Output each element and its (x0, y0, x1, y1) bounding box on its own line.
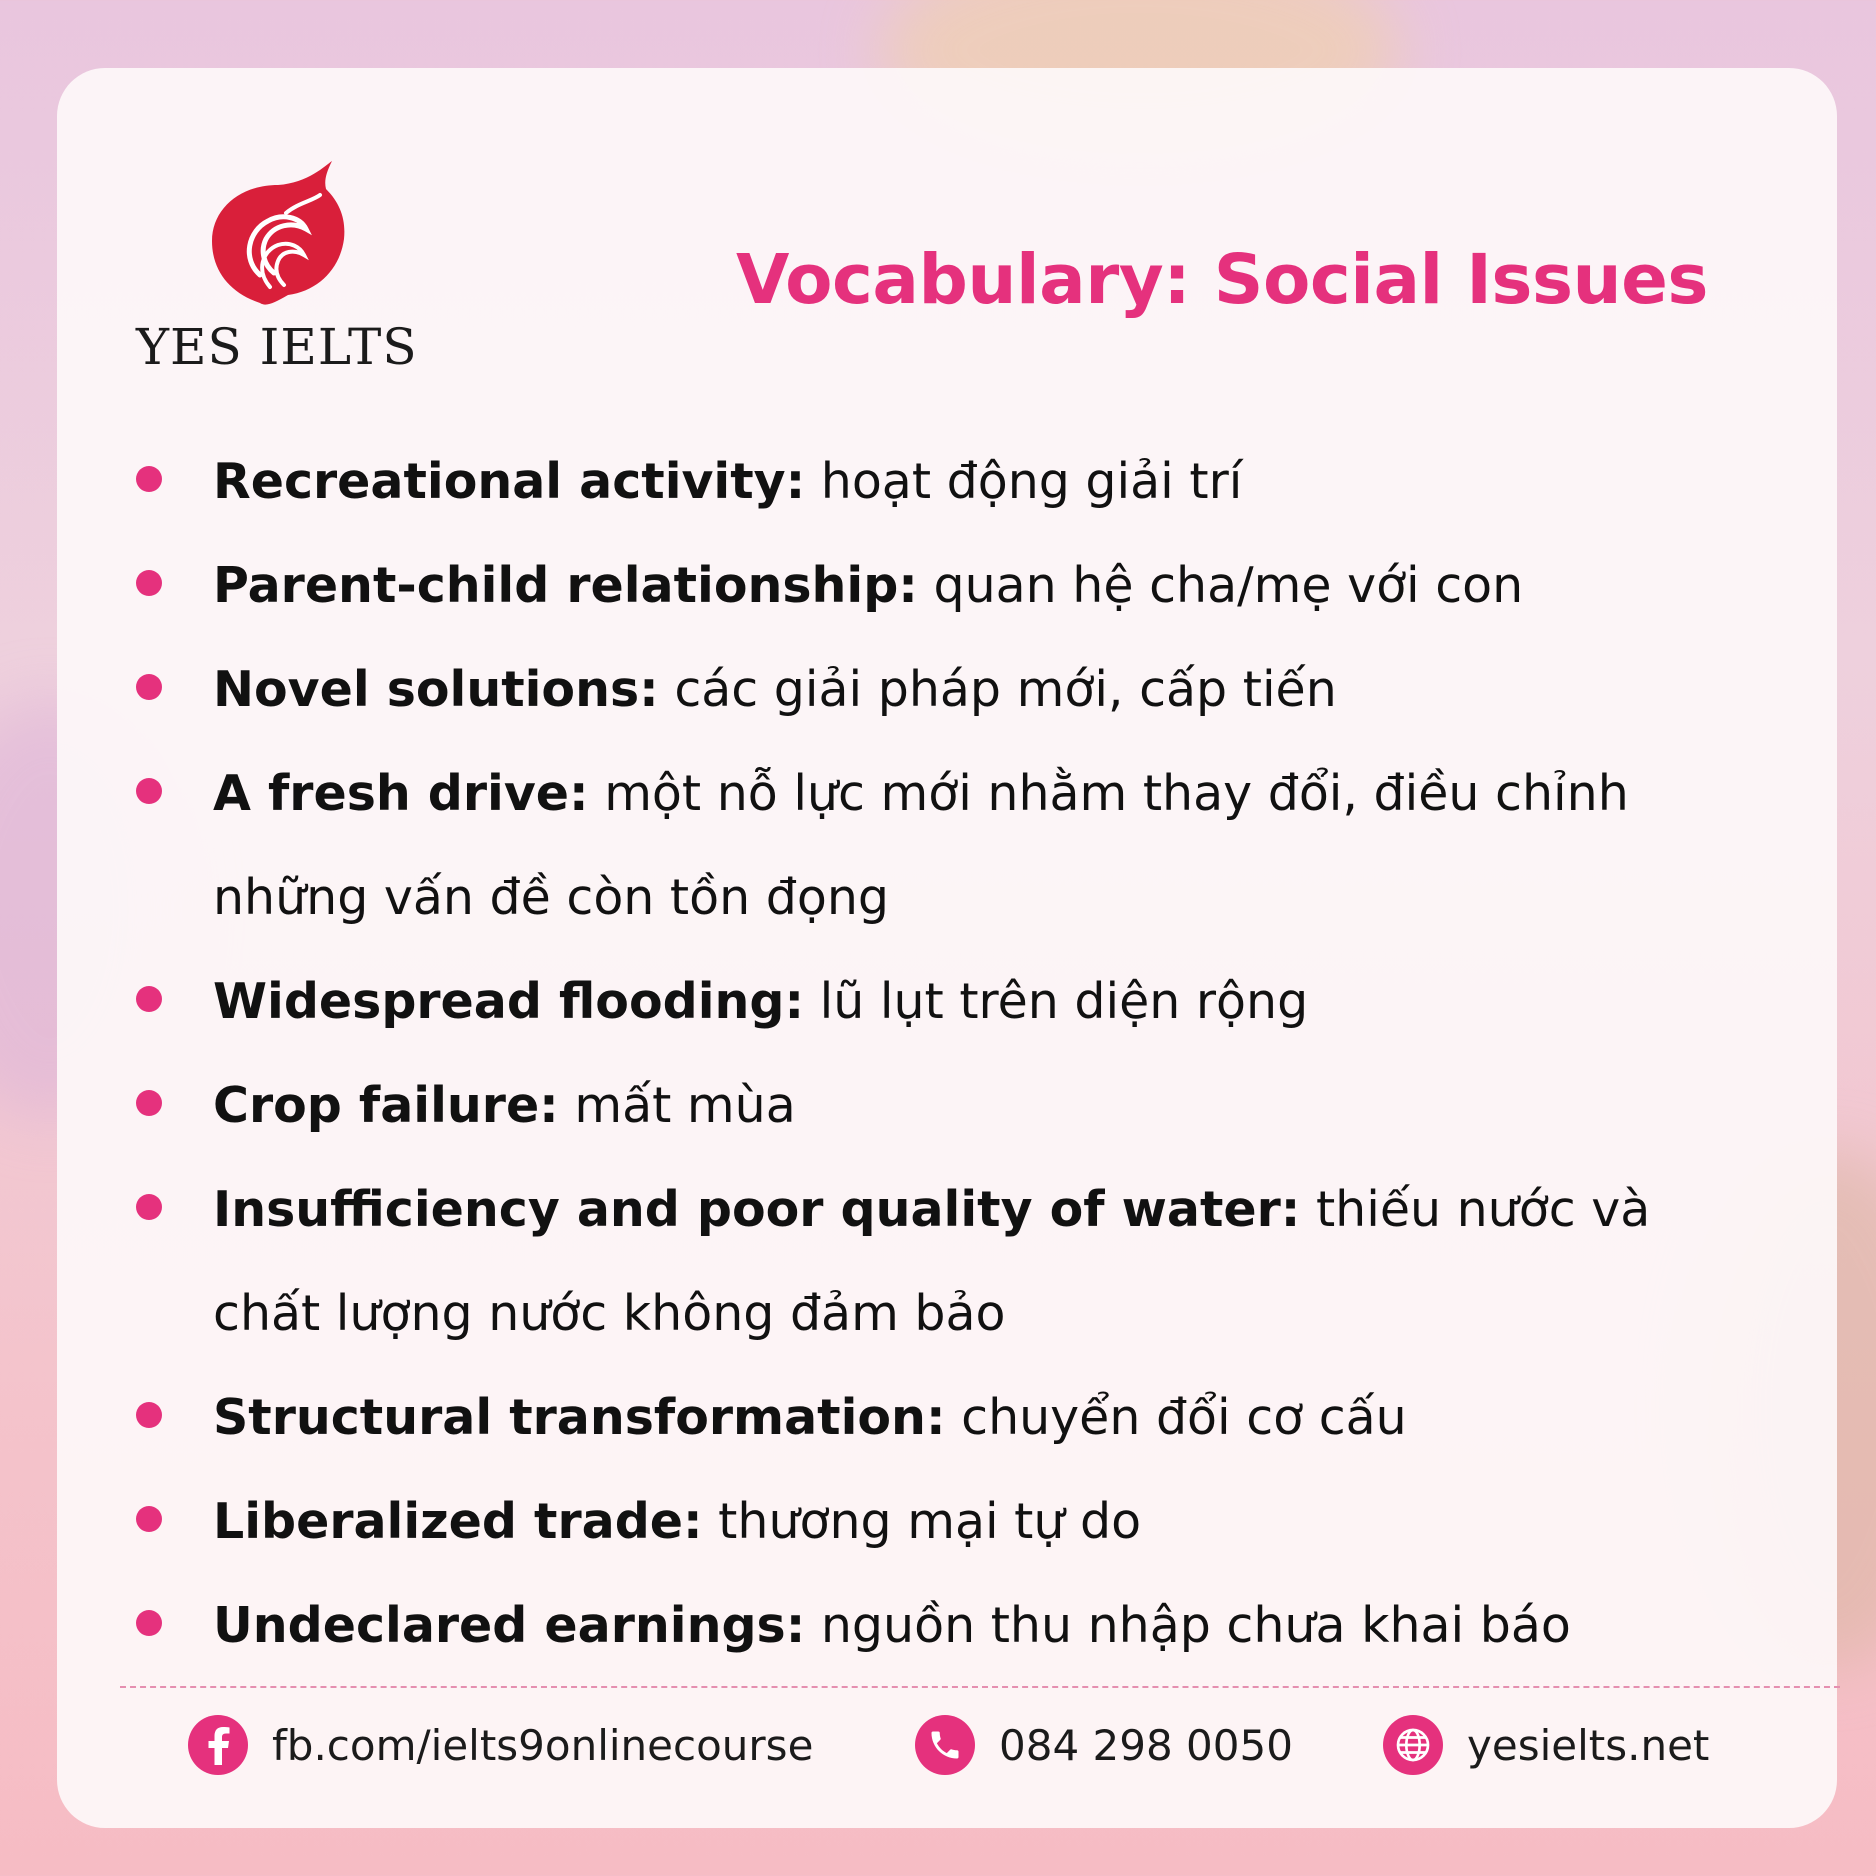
vocabulary-meaning: mất mùa (574, 1077, 796, 1134)
vocabulary-term: Parent-child relationship: (213, 557, 918, 614)
vocabulary-meaning: quan hệ cha/mẹ với con (933, 557, 1524, 614)
red-horse-emblem-icon (208, 155, 348, 305)
vocabulary-list (132, 430, 1752, 1678)
facebook-url: fb.com/ielts9onlinecourse (272, 1720, 814, 1770)
facebook-icon (188, 1715, 248, 1775)
vocabulary-term: Widespread flooding: (213, 973, 805, 1030)
vocabulary-item (132, 1158, 1752, 1366)
vocabulary-term: Crop failure: (213, 1077, 559, 1134)
vocabulary-item (132, 950, 1752, 1054)
vocabulary-meaning: lũ lụt trên diện rộng (819, 973, 1309, 1030)
vocabulary-term: Liberalized trade: (213, 1493, 703, 1550)
vocabulary-meaning: hoạt động giải trí (820, 453, 1243, 510)
phone-number: 084 298 0050 (999, 1720, 1293, 1770)
vocabulary-meaning: các giải pháp mới, cấp tiến (674, 661, 1337, 718)
vocabulary-term: A fresh drive: (213, 765, 589, 822)
vocabulary-term: Undeclared earnings: (213, 1597, 806, 1654)
vocabulary-term: Structural transformation: (213, 1389, 946, 1446)
phone-link[interactable] (915, 1712, 1293, 1778)
phone-icon (915, 1715, 975, 1775)
page-title: Vocabulary: Social Issues (735, 240, 1708, 320)
vocabulary-item (132, 1366, 1752, 1470)
vocabulary-term: Insufficiency and poor quality of water: (213, 1181, 1301, 1238)
vocabulary-meaning: chuyển đổi cơ cấu (961, 1389, 1407, 1446)
vocabulary-term: Novel solutions: (213, 661, 659, 718)
vocabulary-meaning: thiếu nước và chất lượng nước không đảm bảo (213, 1181, 1651, 1342)
vocabulary-term: Recreational activity: (213, 453, 806, 510)
vocabulary-meaning: một nỗ lực mới nhằm thay đổi, điều chỉnh những vấn đề còn tồn đọng (213, 765, 1629, 926)
vocabulary-item (132, 534, 1752, 638)
vocabulary-meaning: thương mại tự do (718, 1493, 1142, 1550)
brand-logo (130, 155, 420, 385)
vocabulary-item (132, 430, 1752, 534)
vocabulary-item (132, 638, 1752, 742)
vocabulary-meaning: nguồn thu nhập chưa khai báo (820, 1597, 1571, 1654)
vocabulary-item (132, 742, 1752, 950)
facebook-link[interactable] (188, 1712, 813, 1778)
footer-divider (120, 1686, 1840, 1688)
vocabulary-item (132, 1470, 1752, 1574)
vocabulary-item (132, 1054, 1752, 1158)
vocabulary-item (132, 1574, 1752, 1678)
website-url: yesielts.net (1467, 1720, 1710, 1770)
website-link[interactable] (1383, 1712, 1709, 1778)
globe-icon (1383, 1715, 1443, 1775)
brand-name: YES IELTS (136, 318, 418, 376)
